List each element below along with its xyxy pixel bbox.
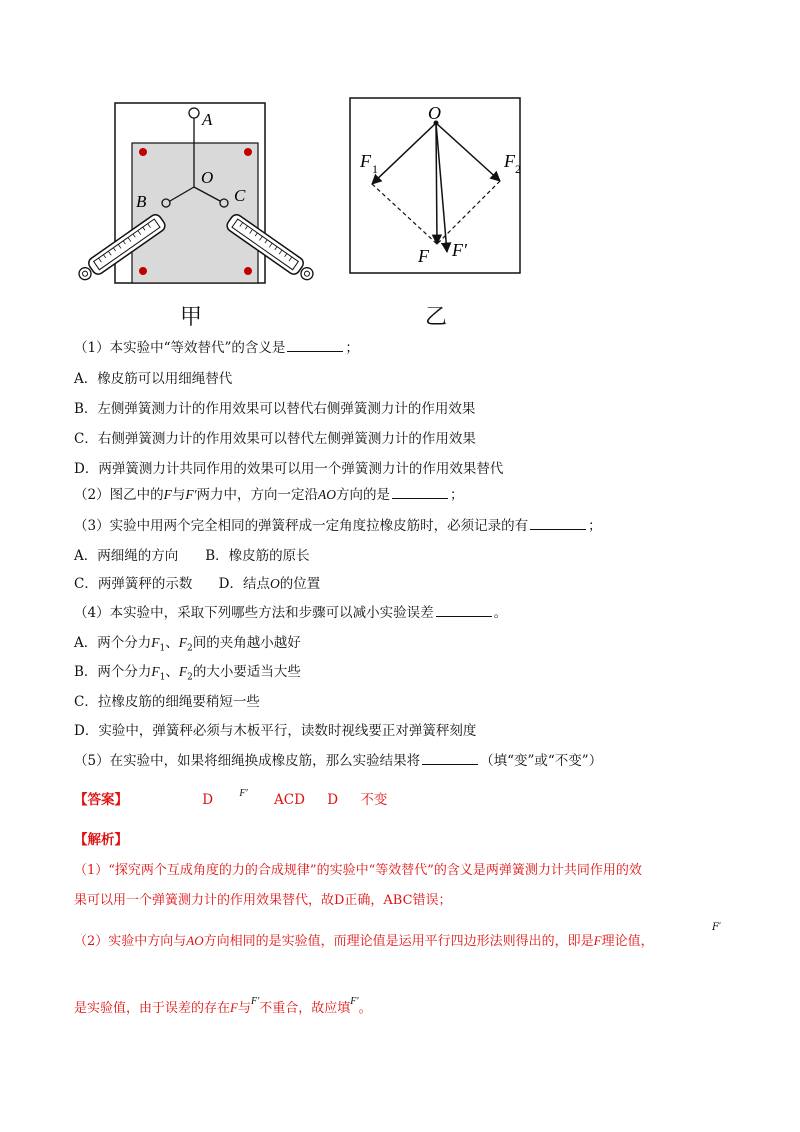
q4-option-d: D．实验中，弹簧秤必须与木板平行，读数时视线要正对弹簧秤刻度: [74, 723, 477, 739]
analysis-p2-fprime: F′: [712, 922, 722, 933]
q1-option-a: A．橡皮筋可以用细绳替代: [74, 371, 233, 387]
analysis-p2: （2）实验中方向与AO方向相同的是实验值，而理论值是运用平行四边形法则得出的，即是F理论值，: [74, 933, 654, 949]
analysis-label: 【解析】: [74, 832, 128, 848]
q3-stem: （3）实验中用两个完全相同的弹簧秤成一定角度拉橡皮筋时，必须记录的有 ；: [74, 518, 602, 534]
label-B: B: [136, 192, 147, 211]
q2-stem: （2）图乙中的F与F′两力中，方向一定沿AO方向的是 ；: [74, 487, 464, 503]
answer-2: F′: [239, 788, 248, 799]
label-F: F: [418, 246, 429, 266]
label-C: C: [234, 186, 246, 205]
q4-option-c: C．拉橡皮筋的细绳要稍短一些: [74, 694, 260, 710]
q5-stem: （5）在实验中，如果将细绳换成橡皮筋，那么实验结果将 （填“变”或“不变”）: [74, 753, 603, 769]
board-pin: [139, 267, 147, 275]
q1-option-b: B．左侧弹簧测力计的作用效果可以替代右侧弹簧测力计的作用效果: [74, 401, 476, 417]
anchor-point-A: [189, 108, 199, 118]
q4-option-b: B．两个分力$F_1$、$F_2$的大小要适当大些: [74, 664, 301, 683]
figure-jia-caption: 甲: [180, 305, 203, 330]
answer-blank: [530, 517, 586, 530]
q3-option-c: C．两弹簧秤的示数 D．结点O的位置: [74, 576, 321, 592]
board-pin: [139, 148, 147, 156]
q1-option-d: D．两弹簧测力计共同作用的效果可以用一个弹簧测力计的作用效果替代: [74, 461, 504, 477]
q4-stem: （4）本实验中，采取下列哪些方法和步骤可以减小实验误差 。: [74, 605, 508, 621]
label-F2-sub: 2: [515, 162, 521, 176]
q3-options-ab: A．两细绳的方向 B．橡皮筋的原长: [74, 548, 310, 564]
q1-option-c: C．右侧弹簧测力计的作用效果可以替代左侧弹簧测力计的作用效果: [74, 431, 476, 447]
label-F1-sub: 1: [372, 162, 378, 176]
answer-1: D: [202, 792, 214, 808]
label-O: O: [428, 103, 441, 123]
answer-line: [74, 790, 387, 812]
q1-stem: （1）本实验中“等效替代”的含义是 ；: [74, 340, 359, 356]
figure-yi-caption: 乙: [425, 305, 448, 330]
figure-jia: [70, 95, 330, 295]
answer-blank: [287, 339, 343, 352]
answer-blank: [436, 604, 492, 617]
figure-yi: [348, 96, 523, 276]
label-F-prime: F′: [452, 240, 467, 260]
analysis-p1-line1: （1）“探究两个互成角度的力的合成规律”的实验中“等效替代”的含义是两弹簧测力计共同作用的效: [74, 863, 642, 878]
board-pin: [244, 267, 252, 275]
label-F2: F: [504, 151, 515, 171]
answer-blank: [422, 752, 478, 765]
answer-3: ACD: [274, 792, 305, 808]
analysis-p3: 是实验值，由于误差的存在F与$^{F'}$不重合，故应填$^{F'}$。: [74, 996, 372, 1016]
analysis-p1-line2: 果可以用一个弹簧测力计的作用效果替代，故D正确，ABC错误；: [74, 893, 452, 908]
label-A: A: [202, 110, 213, 129]
q4-option-a: A．两个分力$F_1$、$F_2$间的夹角越小越好: [74, 635, 301, 654]
answer-5: 不变: [360, 792, 388, 808]
board-pin: [244, 148, 252, 156]
answer-label: 【答案】: [74, 792, 128, 808]
label-O: O: [201, 168, 214, 187]
answer-4: D: [327, 792, 339, 808]
answer-blank: [392, 486, 448, 499]
label-F1: F: [360, 151, 371, 171]
